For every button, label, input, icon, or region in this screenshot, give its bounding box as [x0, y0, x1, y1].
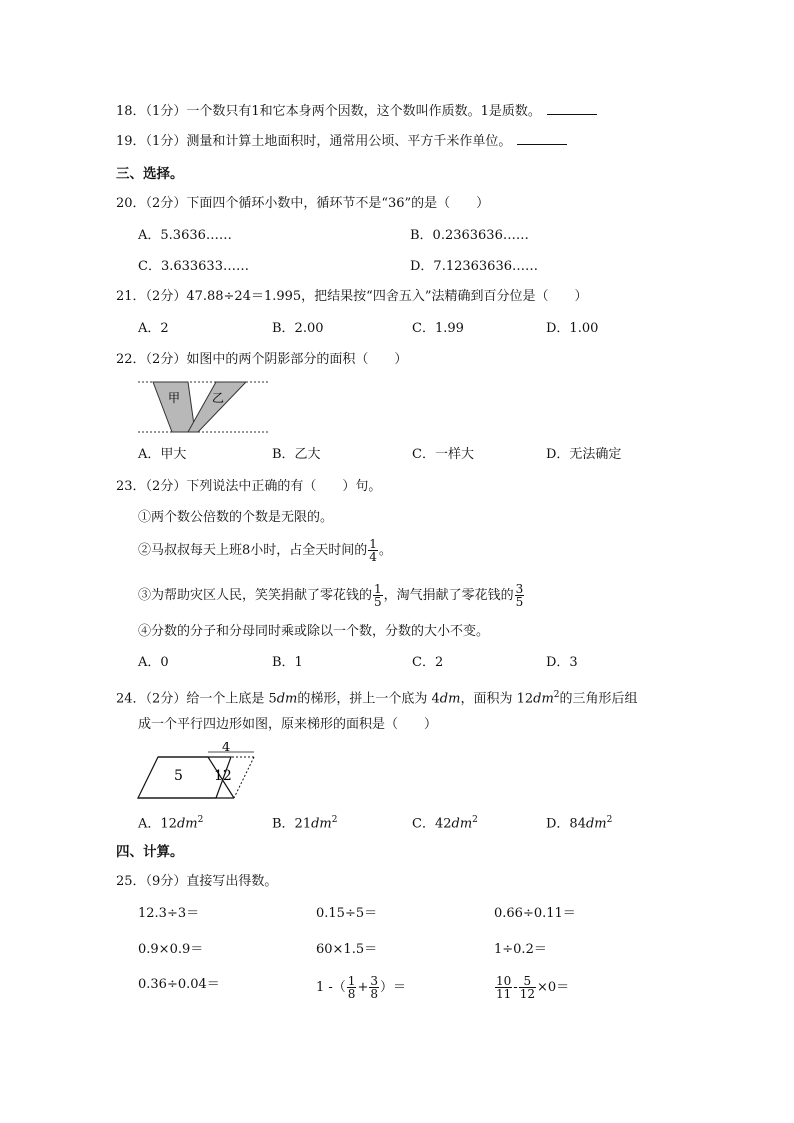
q20-option-b[interactable]: B．0.2363636……: [410, 228, 529, 243]
question-18: [116, 102, 597, 122]
calc-2: 0.15÷5＝: [316, 906, 378, 921]
q21-option-c[interactable]: C．1.99: [412, 321, 464, 336]
q24-option-c[interactable]: C．$42dm^2$: [412, 815, 478, 832]
section-4-title: 四、计算。: [116, 844, 184, 860]
question-19-text: 19．（1分）测量和计算土地面积时，通常用公顷、平方千米作单位。: [116, 134, 512, 149]
q24-figure: [136, 742, 276, 802]
q21-option-b[interactable]: B．2.00: [272, 321, 324, 336]
q23-statement-2: ②马叔叔每天上班8小时，占全天时间的 $\frac{1}{4}$ 。: [138, 537, 392, 564]
calc-6: 1÷0.2＝: [494, 942, 547, 957]
q23-option-c[interactable]: C．2: [412, 655, 444, 670]
calc-1: 12.3÷3＝: [138, 906, 200, 921]
q23-statement-3: ③为帮助灾区人民，笑笑捐献了零花钱的 $\frac{1}{5}$ ，淘气捐献了零花钱的 $\frac{3}{5}$: [138, 582, 524, 609]
question-19: [116, 132, 567, 152]
question-24-line-2: 成一个平行四边形如图，原来梯形的面积是（ ）: [138, 717, 438, 732]
calc-9: $\frac{10}{11}$ - $\frac{5}{12}$ ×0＝: [496, 974, 570, 1001]
statement-2-text: ②马叔叔每天上班8小时，占全天时间的: [138, 543, 368, 558]
calc-5: 60×1.5＝: [316, 942, 378, 957]
calc-7: 0.36÷0.04＝: [138, 977, 220, 992]
answer-blank-18[interactable]: [547, 102, 597, 115]
q20-option-c[interactable]: C．3.633633……: [138, 259, 249, 274]
section-3-title: 三、选择。: [116, 166, 184, 182]
q20-option-d[interactable]: D．7.12363636……: [410, 259, 538, 274]
q23-statement-4: ④分数的分子和分母同时乘或除以一个数，分数的大小不变。: [138, 624, 490, 639]
figure-label-4: 4: [222, 742, 231, 755]
figure-label-5: 5: [174, 768, 183, 784]
figure-label-12: 12: [214, 768, 232, 784]
figure-label-jia: 甲: [168, 391, 181, 405]
q24-option-d[interactable]: D．$84dm^2$: [546, 815, 613, 832]
q22-option-b[interactable]: B．乙大: [272, 447, 321, 462]
q22-figure: [138, 378, 268, 436]
statement-3-text: ③为帮助灾区人民，笑笑捐献了零花钱的: [138, 588, 373, 603]
figure-label-yi: 乙: [212, 391, 225, 405]
q23-statement-1: ①两个数公倍数的个数是无限的。: [138, 510, 334, 525]
q24-option-a[interactable]: A．$12dm^2$: [138, 815, 204, 832]
q21-option-a[interactable]: A．2: [138, 321, 169, 336]
q23-option-d[interactable]: D．3: [546, 655, 578, 670]
fraction-3-5: $\frac{3}{5}$: [515, 582, 524, 609]
question-24-line-1: 24．（2分）给一个上底是 5dm的梯形，拼上一个底为 4dm，面积为 $12dm^2$的三角形后组: [116, 690, 638, 707]
answer-blank-19[interactable]: [517, 132, 567, 145]
q22-option-c[interactable]: C．一样大: [412, 447, 474, 462]
q20-option-a[interactable]: A．5.3636……: [138, 228, 232, 243]
fraction-1-5: $\frac{1}{5}$: [374, 582, 382, 609]
fraction-1-4: $\frac{1}{4}$: [369, 537, 377, 564]
q23-option-a[interactable]: A．0: [138, 655, 169, 670]
q21-option-d[interactable]: D．1.00: [546, 321, 599, 336]
calc-4: 0.9×0.9＝: [138, 942, 204, 957]
question-23-text: 23．（2分）下列说法中正确的有（ ）句。: [116, 479, 382, 494]
q24-option-b[interactable]: B．$21dm^2$: [272, 815, 338, 832]
question-20-text: 20．（2分）下面四个循环小数中，循环节不是“36”的是（ ）: [116, 196, 490, 211]
question-25-text: 25．（9分）直接写出得数。: [116, 874, 278, 889]
q22-option-d[interactable]: D．无法确定: [546, 447, 622, 462]
question-21-text: 21．（2分）47.88÷24＝1.995，把结果按“四舍五入”法精确到百分位是（ ）: [116, 289, 588, 304]
question-18-text: 18．（1分）一个数只有1和它本身两个因数，这个数叫作质数。1是质数。: [116, 104, 541, 119]
calc-8: 1 -（ $\frac{1}{8}$ + $\frac{3}{8}$ ）＝: [316, 974, 406, 1001]
q23-option-b[interactable]: B．1: [272, 655, 303, 670]
calc-3: 0.66÷0.11＝: [494, 906, 576, 921]
q22-option-a[interactable]: A．甲大: [138, 447, 187, 462]
question-22-text: 22．（2分）如图中的两个阴影部分的面积（ ）: [116, 352, 408, 367]
